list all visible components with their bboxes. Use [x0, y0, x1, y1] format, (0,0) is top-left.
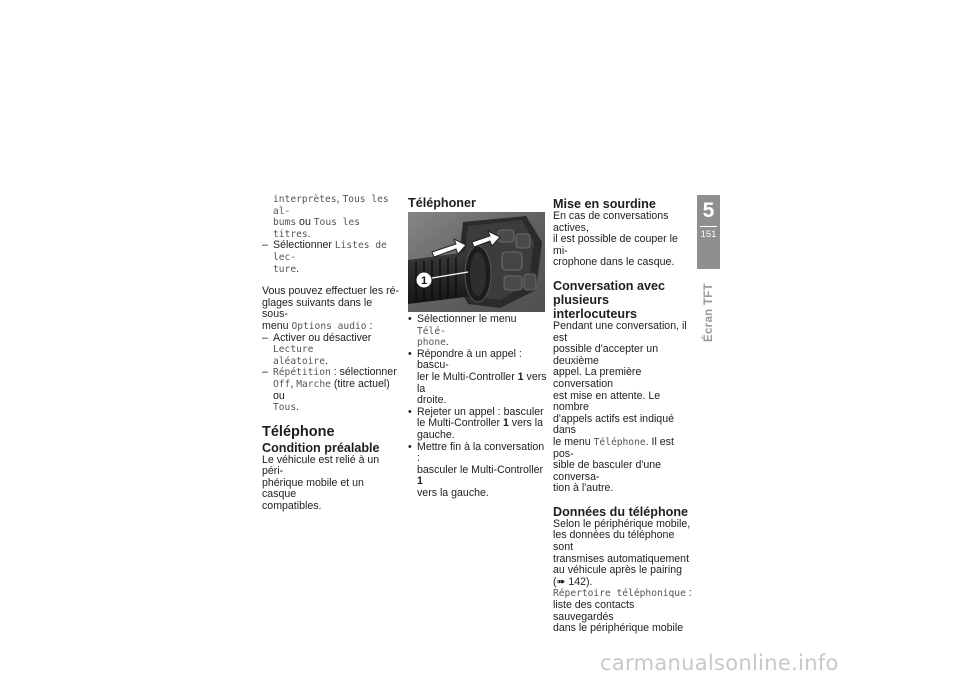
paragraph-line: il est possible de couper le mi-	[553, 233, 678, 257]
paragraph-line: dans le périphérique mobile	[553, 622, 684, 635]
paragraph-line: sible de basculer d'une conversa-	[553, 459, 662, 483]
text-line: basculer le Multi-Controller 1	[417, 463, 543, 488]
list-item: – Sélectionner Listes de lec-	[262, 240, 400, 263]
heading-conversation: plusieurs interlocuteurs	[553, 292, 637, 321]
column-1	[262, 194, 400, 513]
text-line: ler le Multi-Controller 1 vers la	[417, 370, 547, 395]
text-line: Off, Marche (titre actuel) ou	[273, 377, 390, 402]
list-item: • Sélectionner le menu Télé-	[408, 314, 548, 337]
column-3	[553, 197, 695, 635]
paragraph-line: est mise en attente. Le nombre	[553, 389, 661, 414]
text-line: le Multi-Controller 1 vers la	[417, 417, 544, 430]
page-number: 151	[700, 229, 717, 240]
text-line: vers la gauche.	[417, 486, 489, 499]
section-title: Écran TFT	[703, 283, 715, 342]
chapter-number: 5	[702, 199, 715, 222]
paragraph-line: Répertoire téléphonique :	[553, 587, 692, 600]
list-item: • Répondre à un appel : bascu-	[408, 349, 548, 372]
column-2-list	[408, 314, 548, 500]
paragraph-line: le menu Téléphone. Il est pos-	[553, 435, 674, 460]
text-line: Tous.	[273, 401, 300, 414]
heading-telephoner: Téléphoner	[408, 196, 476, 210]
text-line: phone.	[417, 336, 449, 349]
text-line: interprètes, Tous les al-	[273, 193, 389, 217]
callout-number: 1	[420, 275, 428, 287]
paragraph-line: appel. La première conversation	[553, 366, 642, 390]
text-line: droite.	[417, 394, 447, 407]
column-2	[408, 196, 548, 210]
paragraph-line: d'appels actifs est indiqué dans	[553, 412, 674, 437]
paragraph-line: Vous pouvez effectuer les ré-	[262, 285, 400, 298]
text-line: aléatoire.	[273, 354, 328, 367]
chapter-tab	[697, 195, 720, 269]
paragraph-line: les données du téléphone sont	[553, 529, 675, 554]
heading-phone-data: Données du téléphone	[553, 504, 689, 519]
text-line: ture.	[273, 262, 300, 275]
list-item: • Mettre fin à la conversation :	[408, 442, 548, 465]
heading-telephone: Téléphone	[262, 423, 335, 440]
heading-mute: Mise en sourdine	[553, 197, 656, 211]
heading-condition: Condition préalable	[262, 440, 380, 455]
list-item: – Activer ou désactiver Lecture	[262, 333, 400, 356]
paragraph-line: compatibles.	[262, 500, 322, 513]
paragraph-line: glages suivants dans le sous-	[262, 296, 373, 321]
page-reference: (➠ 142).	[553, 575, 593, 588]
paragraph-line: tion à l'autre.	[553, 482, 614, 495]
paragraph-line: Selon le périphérique mobile,	[553, 517, 691, 530]
paragraph-line: menu Options audio :	[262, 319, 373, 332]
text-line: gauche.	[417, 428, 455, 441]
paragraph-line: liste des contacts sauvegardés	[553, 599, 635, 623]
heading-conversation: Conversation avec	[553, 278, 665, 293]
list-item: • Rejeter un appel : basculer	[408, 407, 548, 419]
handlebar-photo	[408, 212, 545, 312]
section-label	[701, 272, 717, 344]
text-line: bums ou Tous les titres.	[273, 216, 360, 240]
paragraph-line: transmises automatiquement	[553, 552, 690, 565]
paragraph-line: En cas de conversations actives,	[553, 210, 669, 234]
watermark: carmanualsonline.info	[600, 651, 839, 675]
paragraph-line: Le véhicule est relié à un péri-	[262, 453, 380, 478]
paragraph-line: possible d'accepter un deuxième	[553, 343, 659, 367]
list-item: – Répétition : sélectionner	[262, 367, 400, 379]
paragraph-line: crophone dans le casque.	[553, 256, 675, 269]
paragraph-line: au véhicule après le pairing	[553, 564, 682, 577]
paragraph-line: Pendant une conversation, il est	[553, 319, 687, 344]
paragraph-line: phérique mobile et un casque	[262, 476, 364, 501]
handlebar-illustration	[408, 212, 545, 312]
